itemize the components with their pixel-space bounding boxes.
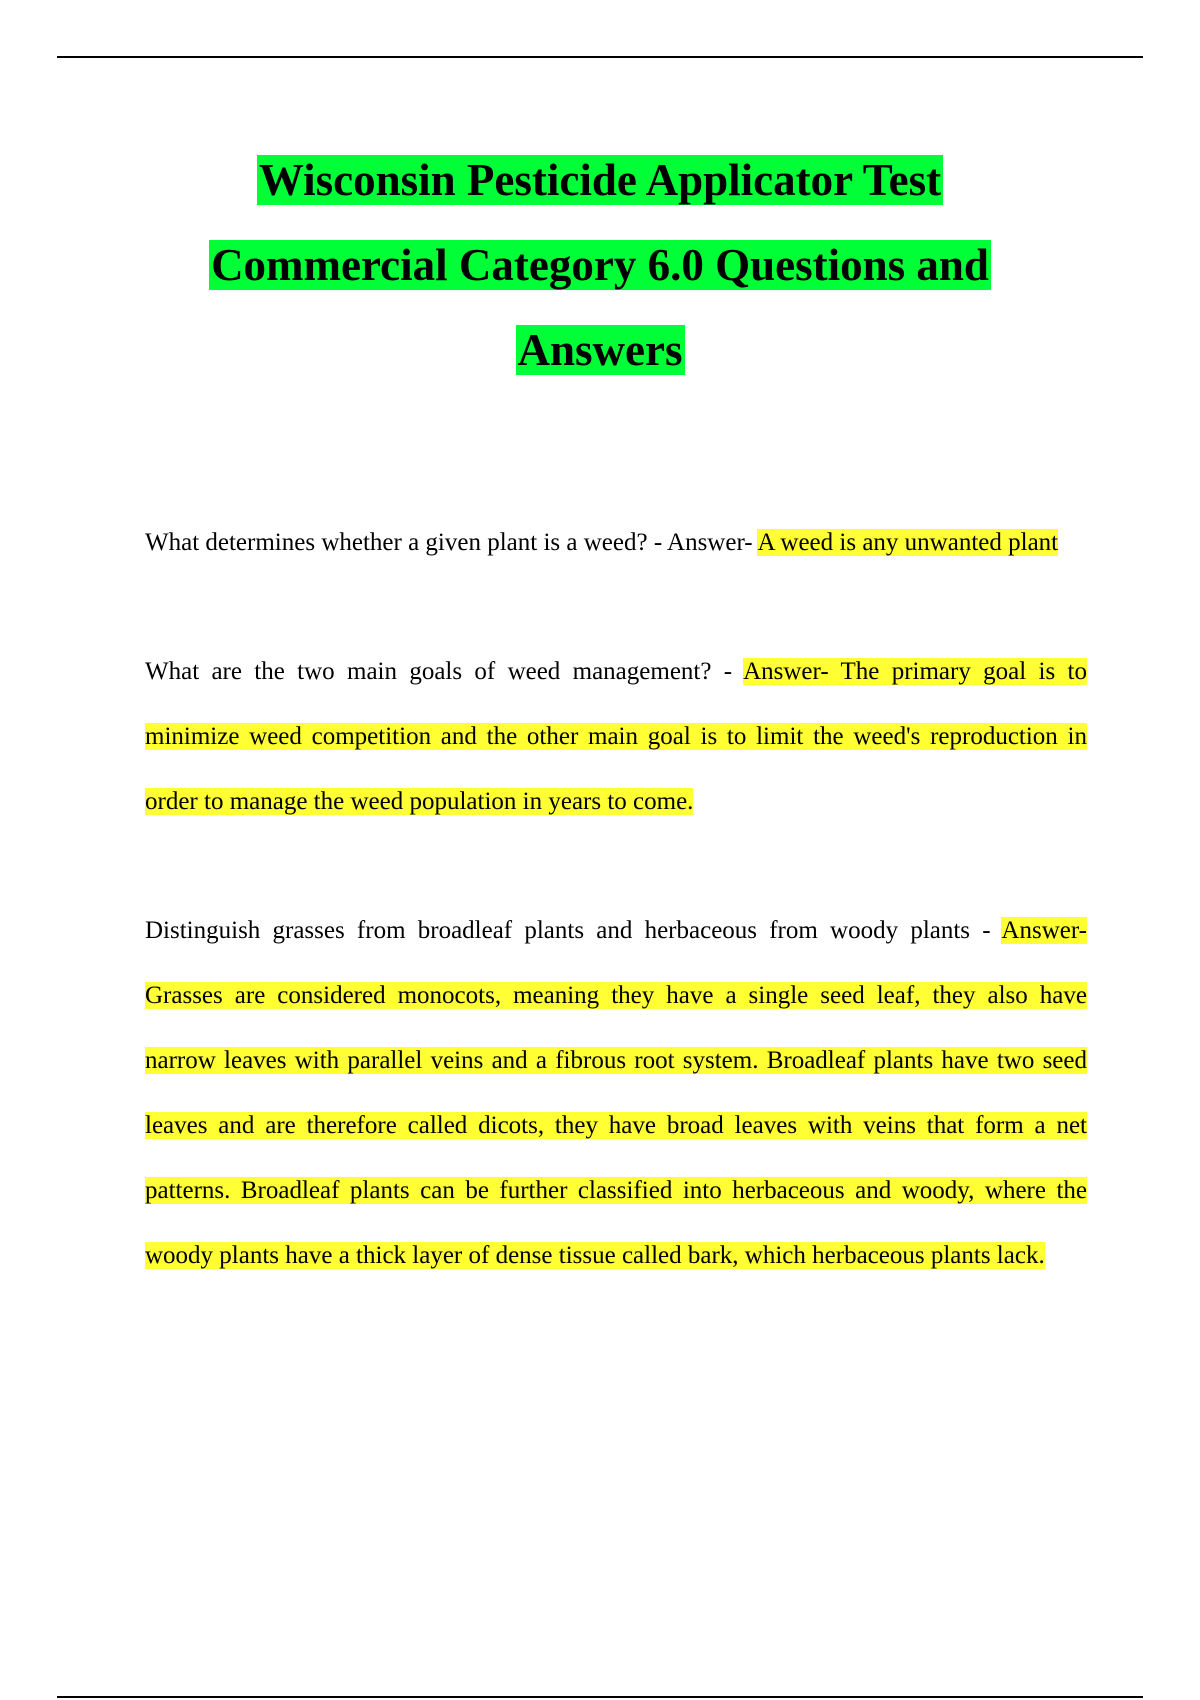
document-title-text: Wisconsin Pesticide Applicator Test Commercial Category 6.0 Questions and Answers: [211, 155, 989, 375]
question-text: Distinguish grasses from broadleaf plants and herbaceous from woody plants -: [145, 917, 1002, 944]
document-title: [150, 138, 1050, 393]
footer-rule: [57, 1696, 1143, 1698]
question-text: What are the two main goals of weed management? -: [145, 658, 744, 685]
answer-text: Answer- The primary goal is to minimize weed competition and the other main goal is to limit the weed's reproduction in order to manage the weed population in years to come.: [145, 658, 1087, 815]
header-rule: [57, 56, 1143, 58]
qa-item: [145, 510, 1087, 575]
qa-item: [145, 639, 1087, 834]
question-text: What determines whether a given plant is a weed? - Answer-: [145, 529, 758, 556]
answer-text: Answer- Grasses are considered monocots, meaning they have a single seed leaf, they also have narrow leaves with parallel veins and a fibrous root system. Broadleaf plants have two seed leaves and are therefore called dicots, they have broad leaves with veins that form a net patterns. Broadleaf plants can be further classified into herbaceous and woody, where the woody plants have a thick layer of dense tissue called bark, which herbaceous plants lack.: [145, 917, 1087, 1269]
qa-item: [145, 898, 1087, 1288]
answer-text: A weed is any unwanted plant: [757, 529, 1059, 556]
qa-list: [145, 510, 1087, 1352]
